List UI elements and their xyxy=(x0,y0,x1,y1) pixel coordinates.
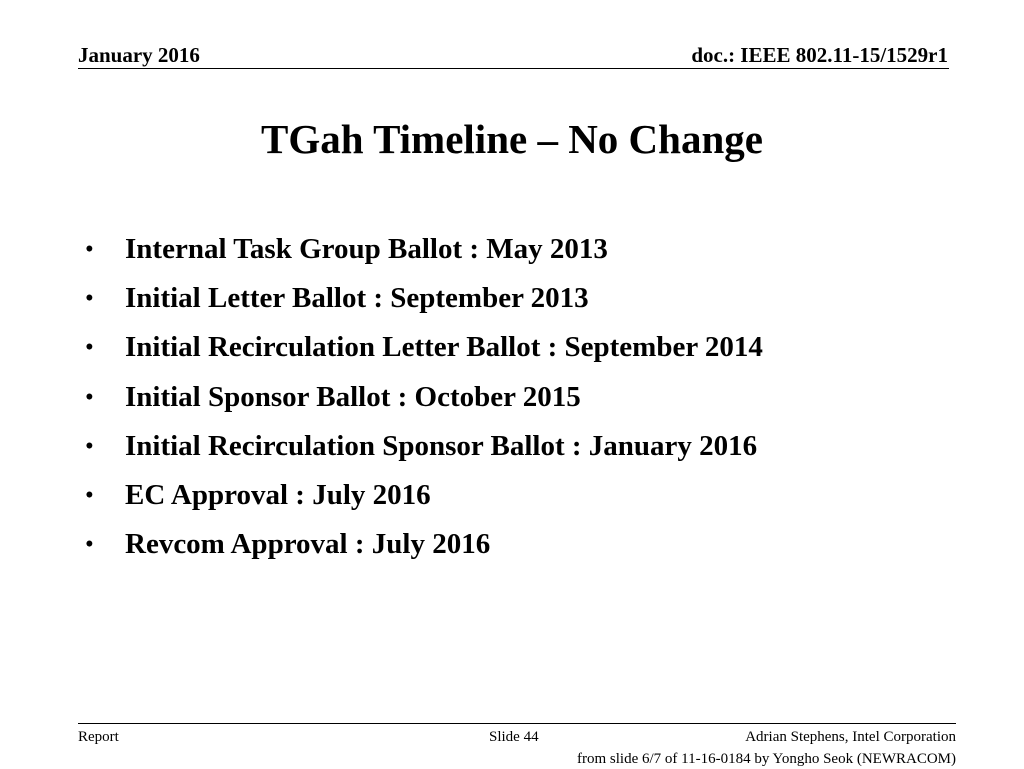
bullet-text: EC Approval : July 2016 xyxy=(125,479,431,512)
bullet-text: Internal Task Group Ballot : May 2013 xyxy=(125,233,608,266)
footer-divider xyxy=(78,723,956,724)
bullet-icon: • xyxy=(85,531,94,559)
header-divider xyxy=(78,68,949,69)
bullet-text: Revcom Approval : July 2016 xyxy=(125,528,491,561)
bullet-item xyxy=(85,520,763,569)
bullet-item xyxy=(85,471,763,520)
bullet-text: Initial Sponsor Ballot : October 2015 xyxy=(125,380,581,413)
bullet-item xyxy=(85,225,763,274)
bullet-list xyxy=(85,225,763,569)
footer-source-note: from slide 6/7 of 11-16-0184 by Yongho Seok (NEWRACOM) xyxy=(576,751,956,767)
bullet-text: Initial Recirculation Letter Ballot : September 2014 xyxy=(125,331,763,364)
header-doc-id: doc.: IEEE 802.11-15/1529r1 xyxy=(691,43,948,67)
bullet-text: Initial Recirculation Sponsor Ballot : January 2016 xyxy=(125,429,758,462)
bullet-icon: • xyxy=(85,285,94,313)
bullet-item xyxy=(85,323,763,372)
bullet-item xyxy=(85,422,763,471)
bullet-item xyxy=(85,373,763,422)
bullet-icon: • xyxy=(85,383,94,411)
footer-author: Adrian Stephens, Intel Corporation xyxy=(745,729,956,745)
footer-slide-number: Slide 44 xyxy=(489,729,539,745)
bullet-icon: • xyxy=(85,432,94,460)
header-date: January 2016 xyxy=(78,43,200,67)
bullet-icon: • xyxy=(85,334,94,362)
bullet-icon: • xyxy=(85,482,94,510)
bullet-item xyxy=(85,274,763,323)
slide-title: TGah Timeline – No Change xyxy=(261,116,763,162)
bullet-icon: • xyxy=(85,236,94,264)
footer-doc-type: Report xyxy=(78,729,119,745)
bullet-text: Initial Letter Ballot : September 2013 xyxy=(125,282,589,315)
